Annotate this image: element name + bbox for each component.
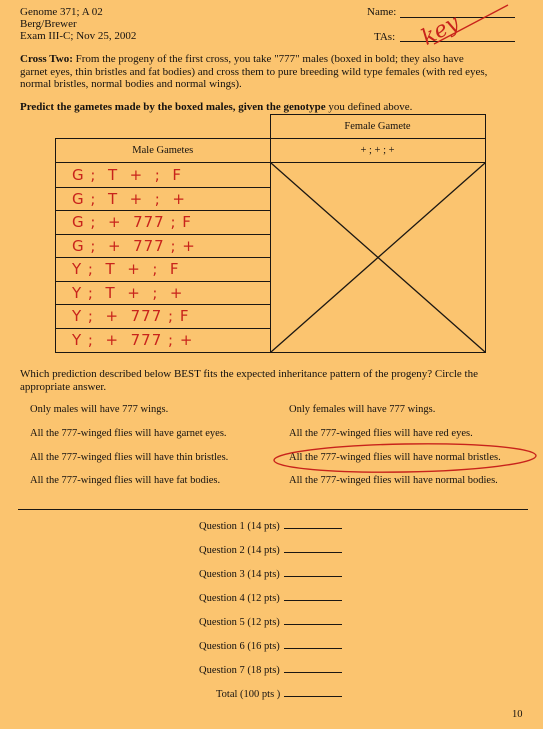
male-gamete-row: G ; T + ; +: [72, 189, 186, 208]
key-strike-line: [430, 2, 510, 47]
option-right-2[interactable]: All the 777-winged flies will have red eyes.: [289, 428, 473, 439]
score-total-label: Total (100 pts ): [216, 689, 281, 700]
score-blank[interactable]: [284, 527, 342, 529]
score-label: Question 4 (12 pts): [199, 593, 280, 604]
male-gamete-rows: [56, 163, 271, 353]
predict-prompt: [20, 101, 412, 114]
cross-two-paragraph: [20, 53, 530, 91]
header-block: [20, 6, 136, 42]
option-left-3[interactable]: All the 777-winged flies will have thin bristles.: [30, 452, 229, 463]
score-total-row: [216, 689, 342, 700]
key-handwriting: key: [417, 10, 464, 51]
intro-line-1: From the progeny of the first cross, you take "777" males (boxed in bold; they also have: [75, 53, 464, 65]
blank-corner: [56, 115, 271, 139]
score-row: [199, 521, 342, 532]
name-label: Name:: [367, 6, 397, 18]
score-row: [199, 545, 342, 556]
male-gamete-row: Y ; + 777 ; +: [72, 330, 194, 349]
score-label: Question 1 (14 pts): [199, 521, 280, 532]
male-gamete-row: G ; + 777 ; +: [72, 236, 196, 255]
male-gamete-row: Y ; + 777 ; F: [72, 307, 190, 325]
instructors-label: Berg/Brewer: [20, 18, 77, 30]
score-row: [199, 593, 342, 604]
score-row: [199, 665, 342, 676]
question-line-1: Which prediction described below BEST fits the expected inheritance pattern of the progeny? Circle the: [20, 368, 478, 380]
female-cross-cell: [270, 163, 485, 353]
course-label: Genome 371; A 02: [20, 6, 103, 18]
male-gamete-row: Y ; T + ; +: [72, 283, 184, 302]
score-blank[interactable]: [284, 575, 342, 577]
predict-lead: Predict the gametes made by the boxed males, given the genotype: [20, 101, 326, 113]
option-left-1[interactable]: Only males will have 777 wings.: [30, 404, 169, 415]
male-gametes-header: Male Gametes: [56, 139, 271, 163]
gamete-table: [55, 114, 486, 353]
prediction-question: [20, 368, 530, 393]
page-number: 10: [512, 709, 523, 720]
male-gamete-row: G ; + 777 ; F: [72, 213, 192, 231]
score-label: Question 3 (14 pts): [199, 569, 280, 580]
score-label: Question 7 (18 pts): [199, 665, 280, 676]
option-right-4[interactable]: All the 777-winged flies will have normal bodies.: [289, 475, 498, 486]
male-gamete-row: Y ; T + ; F: [72, 260, 180, 278]
score-blank[interactable]: [284, 647, 342, 649]
score-blank[interactable]: [284, 671, 342, 673]
score-blank[interactable]: [284, 551, 342, 553]
section-divider: [18, 509, 528, 510]
question-line-2: appropriate answer.: [20, 380, 107, 393]
score-label: Question 5 (12 pts): [199, 617, 280, 628]
score-blank[interactable]: [284, 695, 342, 697]
name-field: [367, 6, 396, 18]
score-label: Question 6 (16 pts): [199, 641, 280, 652]
female-genotype: + ; + ; +: [270, 139, 485, 163]
score-row: [199, 641, 342, 652]
tas-label: TAs:: [374, 31, 396, 43]
score-label: Question 2 (14 pts): [199, 545, 280, 556]
score-row: [199, 617, 342, 628]
score-row: [199, 569, 342, 580]
tas-field: [374, 31, 395, 43]
score-blank[interactable]: [284, 599, 342, 601]
answer-circle: [272, 441, 542, 475]
intro-line-2: garnet eyes, thin bristles and fat bodies) and cross them to pure breeding wild type females (with red eyes,: [20, 65, 488, 78]
option-left-4[interactable]: All the 777-winged flies will have fat bodies.: [30, 475, 221, 486]
option-left-2[interactable]: All the 777-winged flies will have garnet eyes.: [30, 428, 227, 439]
cross-two-title: Cross Two:: [20, 53, 73, 65]
score-blank[interactable]: [284, 623, 342, 625]
option-right-3-circled[interactable]: All the 777-winged flies will have normal bristles.: [289, 452, 501, 463]
predict-tail: you defined above.: [328, 101, 413, 113]
female-gamete-header: Female Gamete: [270, 115, 485, 139]
cross-out-x: [271, 163, 485, 352]
male-gamete-row: G ; T + ; F: [72, 166, 183, 184]
intro-line-3: normal bristles, normal bodies and normal wings).: [20, 78, 242, 90]
option-right-1[interactable]: Only females will have 777 wings.: [289, 404, 436, 415]
exam-label: Exam III-C; Nov 25, 2002: [20, 30, 137, 42]
